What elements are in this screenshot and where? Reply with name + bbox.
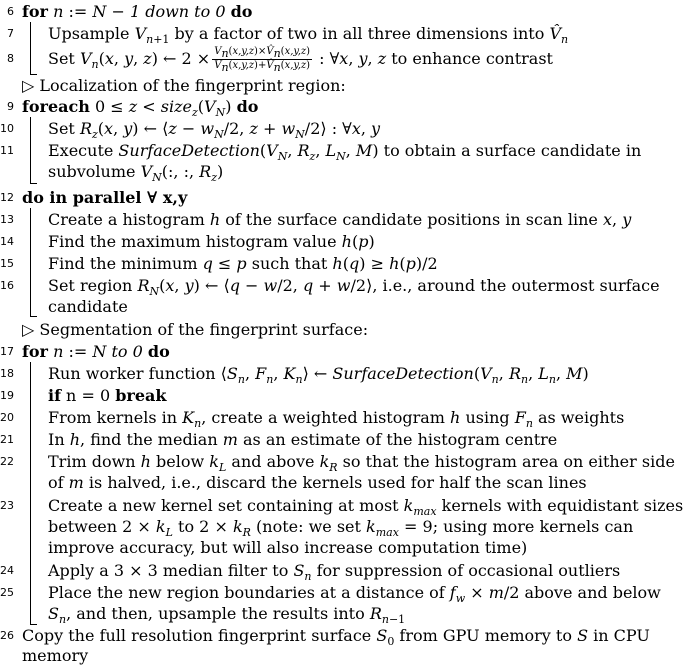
line-text: Copy the full resolution fingerprint surface $S_0$ from GPU memory to S in CPU [22, 626, 650, 649]
line-number: 10 [0, 122, 14, 135]
line-number: 24 [0, 564, 14, 577]
line-number: 16 [0, 279, 14, 292]
line-text: Set $R_z(x$, y) ← ⟨z − $w_N/2$, $z + w_N/2⟩$ : ∀x, y [48, 119, 381, 142]
line-number: 12 [0, 191, 14, 204]
line-text: Find the maximum histogram value h(p) [48, 232, 375, 251]
line-text: Find the minimum q ≤ p such that h(q) ≥ h(p)/2 [48, 254, 438, 273]
line-text: improve accuracy, but will also increase computation time) [48, 538, 528, 557]
block-rule [30, 624, 37, 625]
line-text: memory [22, 646, 89, 665]
line-number: 11 [0, 144, 14, 157]
line-number: 14 [0, 235, 14, 248]
line-text: $S_n$, and then, upsample the results into $R_{n-1}$ [48, 604, 406, 627]
line-text: Trim down h below $k_L$ and above $k_R$ so that the histogram area on either side [48, 452, 675, 475]
block-rule [30, 183, 37, 184]
line-number: 17 [0, 345, 14, 358]
line-text: do in parallel ∀ x,y [22, 188, 188, 207]
block-rule [30, 208, 31, 316]
line-text: candidate [48, 297, 128, 316]
line-number: 13 [0, 213, 14, 226]
line-text: Place the new region boundaries at a distance of $f_w \times m/2$ above and below [48, 583, 661, 606]
block-rule [30, 316, 37, 317]
line-text: Create a histogram h of the surface candidate positions in scan line x, y [48, 210, 632, 229]
line-number: 15 [0, 257, 14, 270]
line-text: between $2 \times k_L$ to $2 \times k_R$ (note: we set $k_{max} = 9$; using more kernels can [48, 517, 634, 540]
line-text: In h, find the median m as an estimate of the histogram centre [48, 430, 558, 449]
block-rule [30, 22, 31, 74]
line-number: 26 [0, 629, 14, 642]
line-text: Create a new kernel set containing at most $k_{max}$ kernels with equidistant sizes [48, 496, 683, 519]
line-text: if n = 0 break [48, 386, 167, 405]
line-number: 20 [0, 411, 14, 424]
line-text: Set $V_n(x$, y, z) ← 2 × $\frac{V_n(x,y,z)\times V̂_n(x,y,z)}{V_n(x,y,z)+V̂_n(x,y,z)}$ : ∀x, y, z to enhance contrast [48, 46, 553, 74]
comment-text: ▷ Localization of the fingerprint region: [22, 76, 346, 95]
line-number: 22 [0, 455, 14, 468]
line-number: 18 [0, 367, 14, 380]
line-number: 9 [7, 100, 14, 113]
algorithm-line [0, 44, 620, 74]
comment-text: ▷ Segmentation of the fingerprint surface: [22, 320, 369, 339]
line-number: 19 [0, 389, 14, 402]
line-text: for n := N − 1 down to 0 do [22, 2, 253, 21]
line-text: subvolume $V_N$(:, :, $R_z$) [48, 162, 224, 185]
block-rule [30, 117, 31, 183]
line-text: Execute $SurfaceDetection(V_N$, $R_z$, $L_N$, M) to obtain a surface candidate in [48, 141, 642, 164]
line-text: for n := N to 0 do [22, 342, 170, 361]
line-number: 23 [0, 499, 14, 512]
line-number: 6 [7, 5, 14, 18]
line-text: foreach $0 \le z < size_z(V_N)$ do [22, 97, 259, 120]
line-text: Upsample $V_{n+1}$ by a factor of two in all three dimensions into $V̂_n$ [48, 24, 569, 47]
line-number: 8 [7, 52, 14, 65]
line-number: 25 [0, 586, 14, 599]
line-text: Set region $R_N(x$, y) ← ⟨q − w/2, q + w/2⟩, i.e., around the outermost surface [48, 276, 660, 299]
block-rule [30, 362, 31, 624]
line-text: From kernels in $K_n$, create a weighted histogram h using $F_n$ as weights [48, 408, 625, 431]
line-text: Run worker function $⟨S_n$, $F_n$, $K_n⟩$ ← $SurfaceDetection(V_n$, $R_n$, $L_n$, M) [48, 364, 589, 387]
line-number: 7 [7, 27, 14, 40]
line-number: 21 [0, 433, 14, 446]
line-text: Apply a 3 × 3 median filter to $S_n$ for suppression of occasional outliers [48, 561, 621, 584]
block-rule [30, 74, 37, 75]
line-text: of m is halved, i.e., discard the kernels used for half the scan lines [48, 473, 587, 492]
